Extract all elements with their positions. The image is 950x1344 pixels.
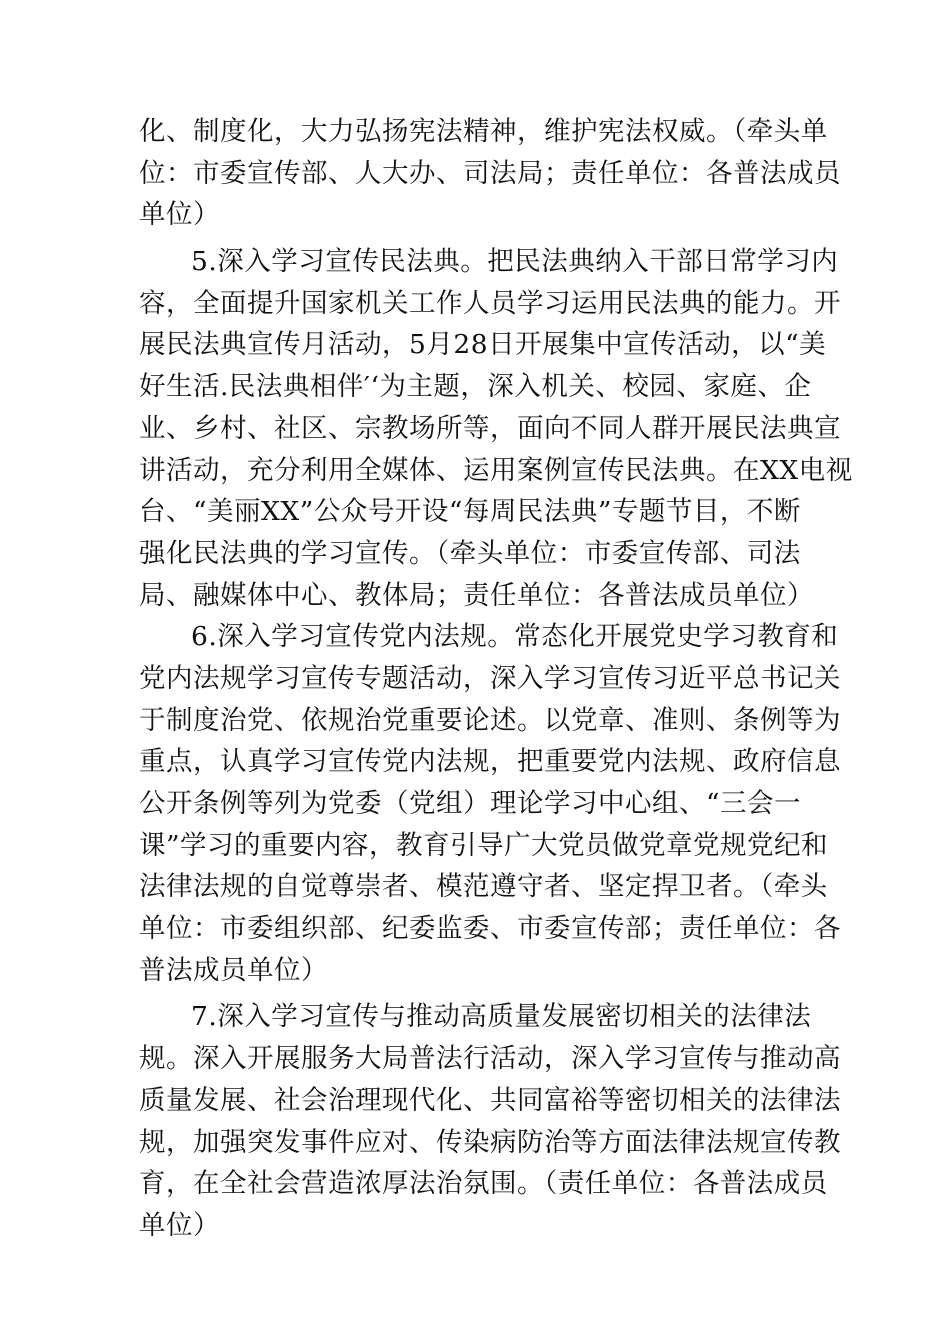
text-line: 质量发展、社会治理现代化、共同富裕等密切相关的法律法 bbox=[139, 1084, 841, 1116]
text-line: 6.深入学习宣传党内法规。常态化开展党史学习教育和 bbox=[191, 621, 839, 653]
text-line: 公开条例等列为党委（党组）理论学习中心组、“三会一 bbox=[139, 788, 802, 819]
text-line: 好生活.民法典相伴′‘为主题，深入机关、校园、家庭、企 bbox=[139, 371, 812, 403]
text-line: 重点，认真学习宣传党内法规，把重要党内法规、政府信息 bbox=[139, 746, 841, 778]
text-line: 强化民法典的学习宣传。（牵头单位：市委宣传部、司法 bbox=[139, 537, 801, 569]
paragraph-item-6 bbox=[139, 616, 841, 991]
text-line: 法律法规的自觉尊崇者、模范遵守者、坚定捍卫者。（牵头 bbox=[139, 871, 828, 903]
text-line: 于制度治党、依规治党重要论述。以党章、准则、条例等为 bbox=[139, 704, 841, 736]
text-line: 规。深入开展服务大局普法行活动，深入学习宣传与推动高 bbox=[139, 1043, 841, 1075]
text-line: 单位） bbox=[139, 199, 220, 231]
text-line: 讲活动，充分利用全媒体、运用案例宣传民法典。在XX电视 bbox=[139, 454, 853, 486]
paragraph-item-7 bbox=[139, 996, 841, 1246]
text-line: 单位：市委组织部、纪委监委、市委宣传部；责任单位：各 bbox=[139, 913, 841, 945]
text-line: 位：市委宣传部、人大办、司法局；责任单位：各普法成员 bbox=[139, 157, 841, 189]
text-line: 党内法规学习宣传专题活动，深入学习宣传习近平总书记关 bbox=[139, 662, 841, 694]
text-line: 局、融媒体中心、教体局；责任单位：各普法成员单位） bbox=[139, 579, 814, 611]
text-line: 台、“美丽XX”公众号开设“每周民法典”专题节目，不断 bbox=[139, 496, 801, 528]
paragraph-item-5 bbox=[139, 241, 853, 616]
text-line: 5.深入学习宣传民法典。把民法典纳入干部日常学习内 bbox=[191, 246, 839, 278]
document-body bbox=[139, 111, 853, 1247]
text-line: 普法成员单位） bbox=[139, 954, 328, 986]
text-line: 容，全面提升国家机关工作人员学习运用民法典的能力。开 bbox=[139, 287, 841, 319]
paragraph-continuation bbox=[139, 111, 841, 236]
text-line: 展民法典宣传月活动，5月28日开展集中宣传活动，以“美 bbox=[139, 329, 827, 361]
text-line: 规，加强突发事件应对、传染病防治等方面法律法规宣传教 bbox=[139, 1126, 841, 1158]
text-line: 育，在全社会营造浓厚法治氛围。（责任单位：各普法成员 bbox=[139, 1168, 828, 1200]
text-line: 业、乡村、社区、宗教场所等，面向不同人群开展民法典宣 bbox=[139, 412, 841, 444]
text-line: 7.深入学习宣传与推动高质量发展密切相关的法律法 bbox=[191, 1001, 812, 1033]
text-line: 单位） bbox=[139, 1209, 220, 1241]
text-line: 化、制度化，大力弘扬宪法精神，维护宪法权威。（牵头单 bbox=[139, 116, 828, 147]
text-line: 课”学习的重要内容，教育引导广大党员做党章党规党纪和 bbox=[139, 829, 829, 861]
